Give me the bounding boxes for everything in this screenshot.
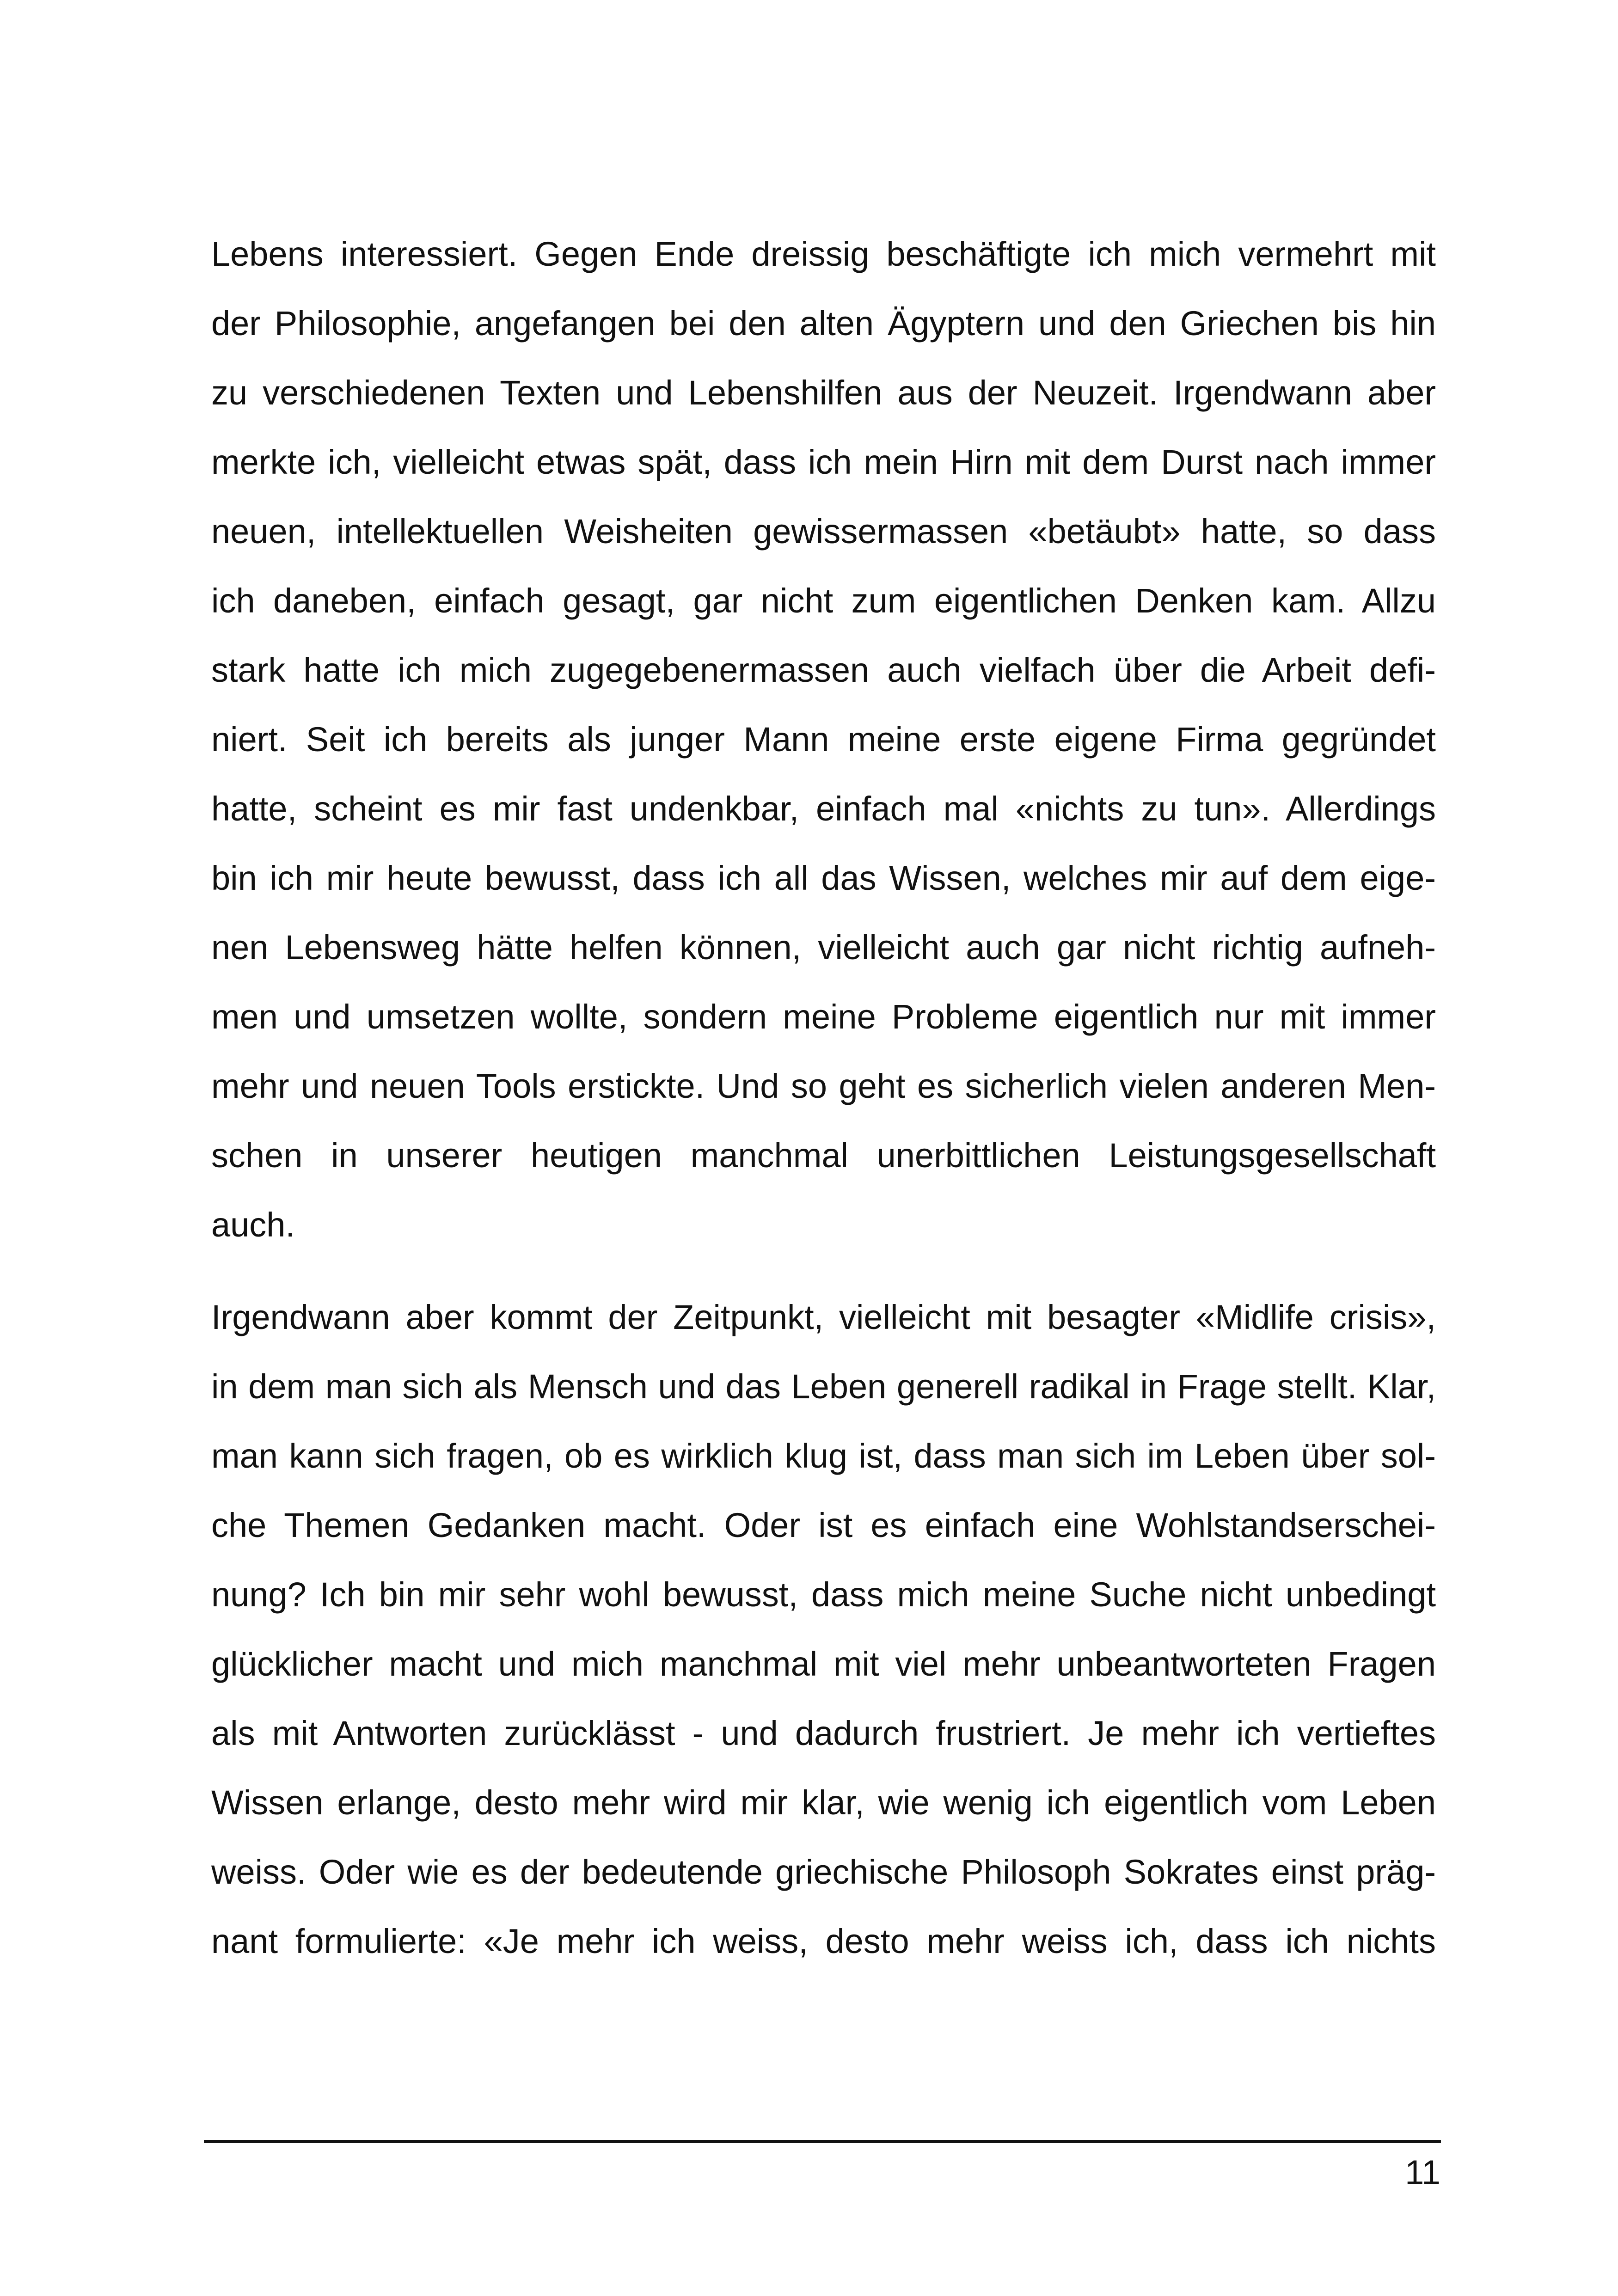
- text-line: auch.: [211, 1206, 295, 1244]
- text-line: hatte, scheint es mir fast undenkbar, einfach mal «nichts zu tun». Allerdings: [211, 790, 1436, 828]
- text-line: man kann sich fragen, ob es wirklich klug ist, dass man sich im Leben über sol-: [211, 1437, 1436, 1475]
- text-line: men und umsetzen wollte, sondern meine Probleme eigentlich nur mit immer: [211, 998, 1436, 1036]
- text-line: schen in unserer heutigen manchmal unerbittlichen Leistungsgesellschaft: [211, 1136, 1436, 1175]
- text-line: Irgendwann aber kommt der Zeitpunkt, vielleicht mit besagter «Midlife crisis»,: [211, 1298, 1436, 1336]
- text-line: merkte ich, vielleicht etwas spät, dass ich mein Hirn mit dem Durst nach immer: [211, 443, 1436, 481]
- text-line: glücklicher macht und mich manchmal mit viel mehr unbeantworteten Fragen: [211, 1645, 1436, 1683]
- text-line: weiss. Oder wie es der bedeutende griechische Philosoph Sokrates einst präg-: [211, 1853, 1436, 1891]
- text-line: stark hatte ich mich zugegebenermassen auch vielfach über die Arbeit defi-: [211, 651, 1436, 689]
- text-line: niert. Seit ich bereits als junger Mann meine erste eigene Firma gegründet: [211, 720, 1436, 759]
- page-number: 11: [1405, 2153, 1440, 2192]
- text-line: nen Lebensweg hätte helfen können, vielleicht auch gar nicht richtig aufneh-: [211, 928, 1436, 967]
- text-line: Lebens interessiert. Gegen Ende dreissig beschäftigte ich mich vermehrt mit: [211, 235, 1436, 273]
- text-line: mehr und neuen Tools erstickte. Und so geht es sicherlich vielen anderen Men-: [211, 1067, 1436, 1105]
- footer-divider: [204, 2140, 1441, 2143]
- text-line: in dem man sich als Mensch und das Leben generell radikal in Frage stellt. Klar,: [211, 1367, 1436, 1406]
- text-line: als mit Antworten zurücklässt - und dadurch frustriert. Je mehr ich vertieftes: [211, 1714, 1436, 1752]
- text-line: nung? Ich bin mir sehr wohl bewusst, dass mich meine Suche nicht unbedingt: [211, 1575, 1436, 1614]
- paragraph-1: [211, 220, 1436, 1260]
- text-line: ich daneben, einfach gesagt, gar nicht zum eigentlichen Denken kam. Allzu: [211, 582, 1436, 620]
- text-line: nant formulierte: «Je mehr ich weiss, desto mehr weiss ich, dass ich nichts: [211, 1922, 1436, 1960]
- text-line: neuen, intellektuellen Weisheiten gewissermassen «betäubt» hatte, so dass: [211, 512, 1436, 551]
- text-line: der Philosophie, angefangen bei den alten Ägyptern und den Griechen bis hin: [211, 304, 1436, 343]
- text-line: che Themen Gedanken macht. Oder ist es einfach eine Wohlstandserschei-: [211, 1506, 1436, 1544]
- text-line: bin ich mir heute bewusst, dass ich all das Wissen, welches mir auf dem eige-: [211, 859, 1436, 897]
- text-line: zu verschiedenen Texten und Lebenshilfen aus der Neuzeit. Irgendwann aber: [211, 373, 1436, 412]
- paragraph-2: [211, 1283, 1436, 1976]
- text-line: Wissen erlange, desto mehr wird mir klar, wie wenig ich eigentlich vom Leben: [211, 1783, 1436, 1822]
